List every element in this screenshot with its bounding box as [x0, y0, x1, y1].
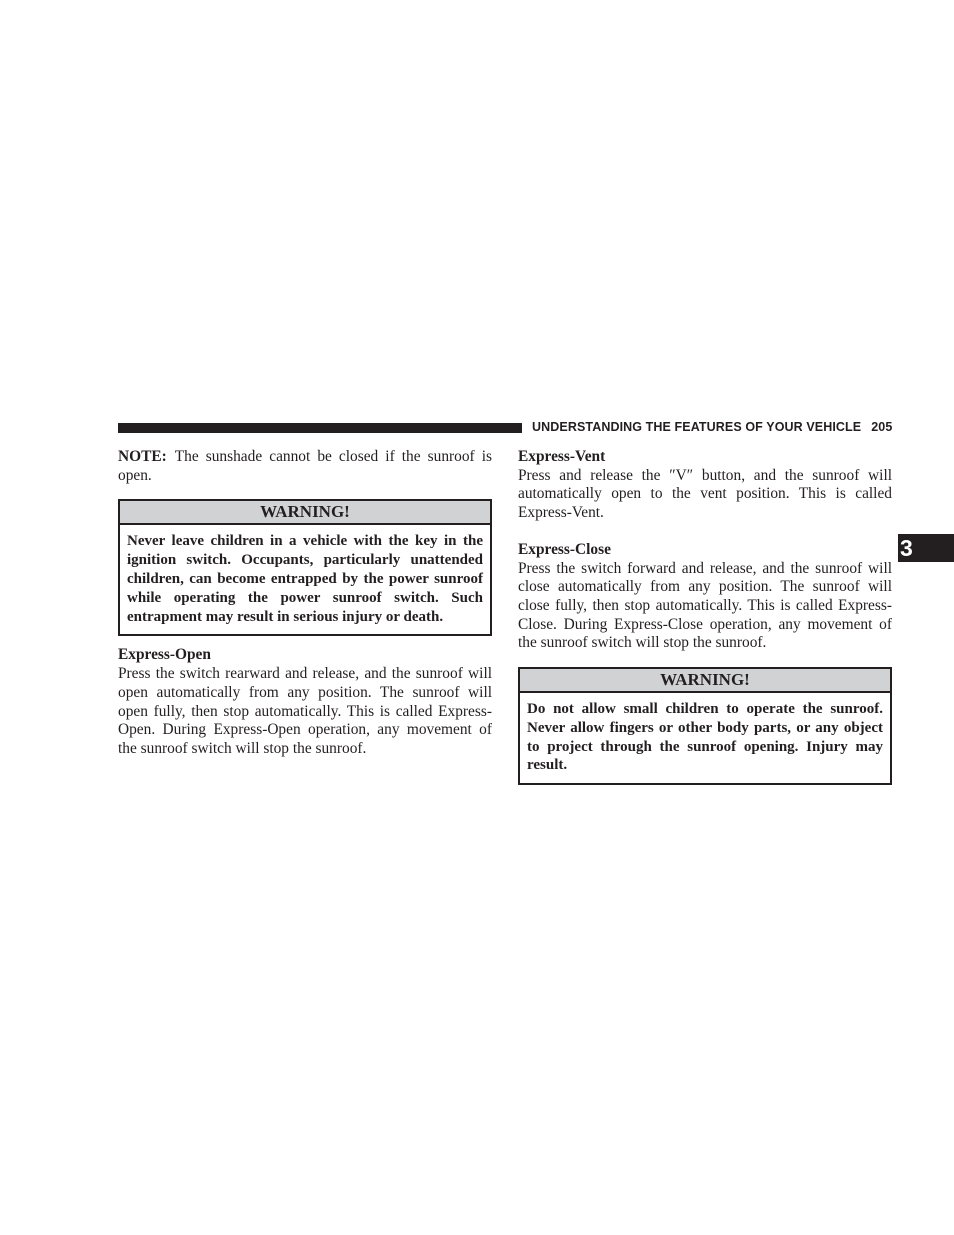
express-vent-body: Press and release the ″V″ button, and the sunroof will automatically open to the vent position. This is called Express-Vent.	[518, 466, 892, 522]
express-open-body: Press the switch rearward and release, and the sunroof will open automatically from any position. The sunroof will open fully, then stop automatically. This is called Express-Open. During Express-Open operation, any movement of the sunroof switch will stop the sunroof.	[118, 665, 492, 757]
express-open-heading: Express-Open	[118, 646, 211, 664]
note-label: NOTE:	[118, 448, 167, 465]
page-number: 205	[871, 420, 893, 434]
express-close-heading: Express-Close	[518, 540, 611, 558]
express-vent-heading: Express-Vent	[518, 448, 606, 465]
right-column	[518, 448, 892, 785]
note-text: The sunshade cannot be closed if the sunroof is open.	[118, 448, 492, 484]
section-title: UNDERSTANDING THE FEATURES OF YOUR VEHICLE	[532, 420, 862, 434]
express-close-body: Press the switch forward and release, and the sunroof will close automatically from any position. The sunroof will close fully, then stop automatically. This is called Express-Close. During Express-Close operation, any movement of the sunroof switch will stop the sunroof.	[518, 559, 892, 652]
warning-box-small-children	[518, 667, 892, 785]
note-paragraph	[118, 448, 492, 485]
warning-title: WARNING!	[520, 669, 890, 693]
warning-box-children-key	[118, 499, 492, 636]
chapter-tab: 3	[898, 534, 954, 562]
warning-title: WARNING!	[120, 501, 490, 525]
warning-body: Never leave children in a vehicle with the key in the ignition switch. Occupants, particularly unattended children, can become entrapped by the power sunroof while operating the power sunroof switch. Such entrapment may result in serious injury or death.	[127, 533, 483, 625]
header-rule	[118, 423, 522, 433]
left-column	[118, 448, 492, 759]
running-header	[532, 420, 892, 434]
warning-body: Do not allow small children to operate the sunroof. Never allow fingers or other body parts, or any object to project through the sunroof opening. Injury may result.	[527, 701, 883, 774]
